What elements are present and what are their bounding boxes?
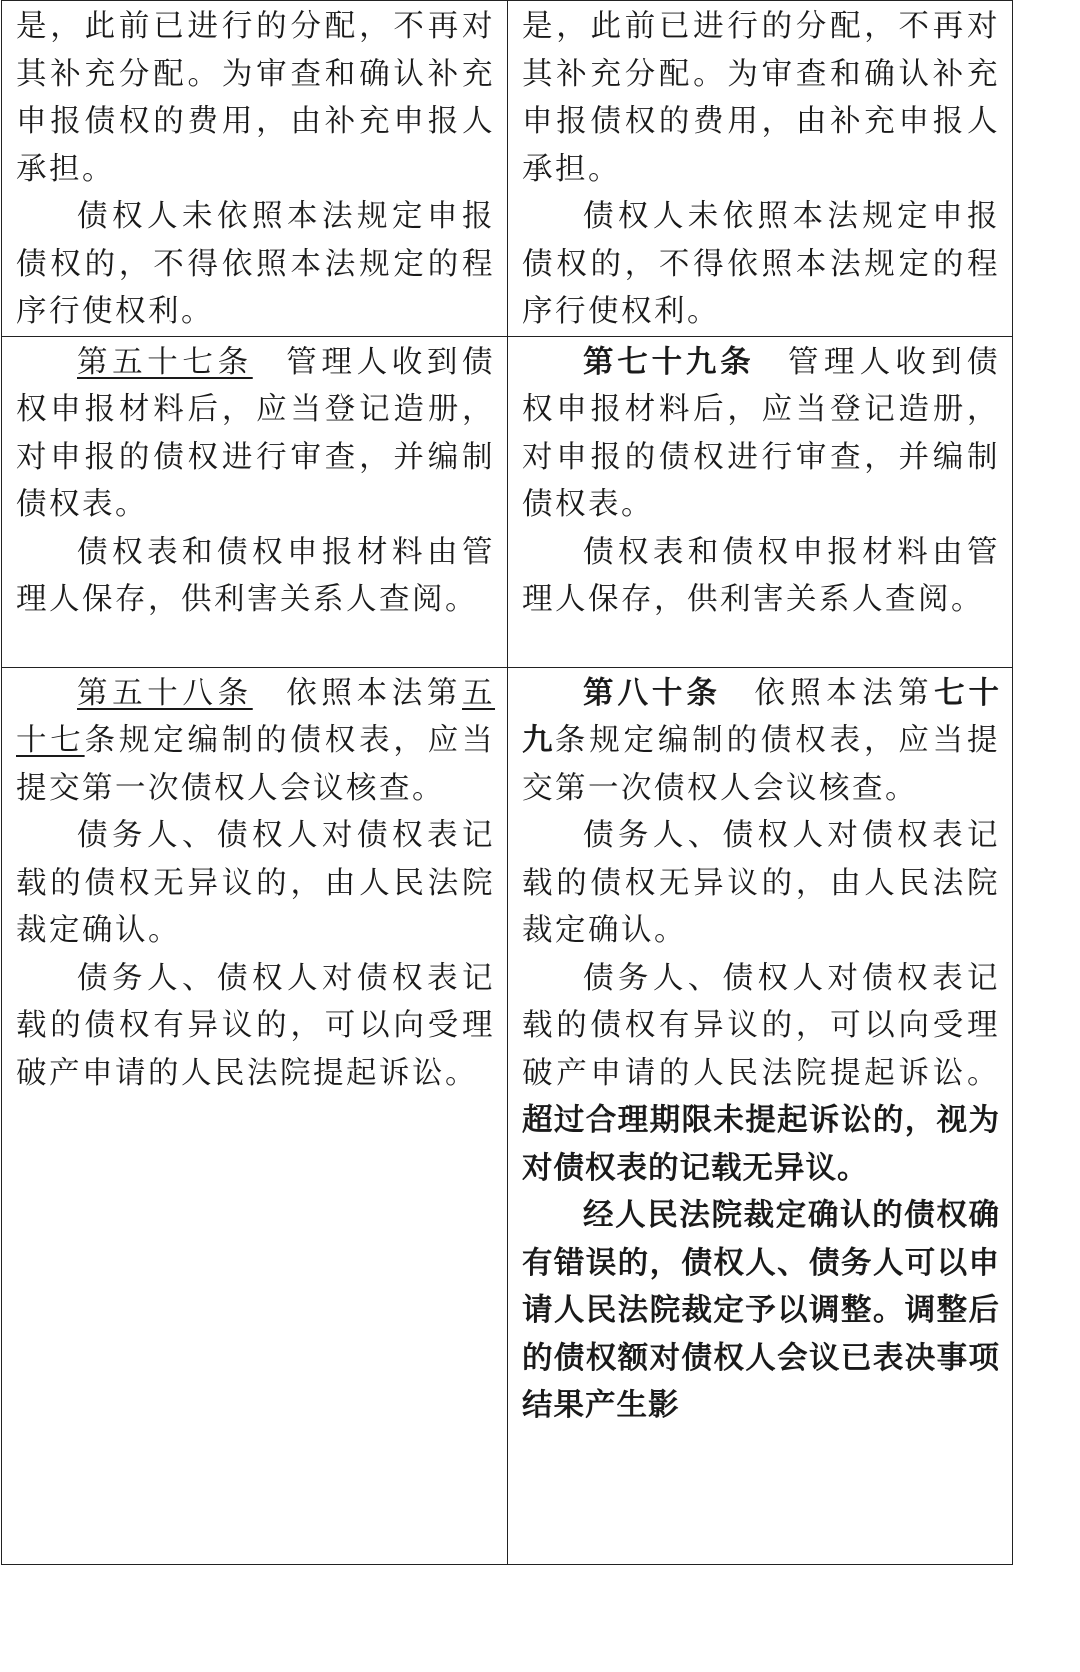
article-number: 第七十九条 [583,344,755,380]
paragraph: 债权表和债权申报材料由管理人保存，供利害关系人查阅。 [522,534,1000,617]
article-number: 第八十条 [583,675,721,711]
old-text-cell [2,336,508,667]
paragraph [16,670,495,813]
new-text-cell [508,1,1013,337]
article-body: 管理人收到债权申报材料后，应当登记造册，对申报的债权进行审查，并编制债权表。 [522,344,1001,522]
article-body: 管理人收到债权申报材料后，应当登记造册，对申报的债权进行审查，并编制债权表。 [16,344,496,522]
article-reference: 七十九 [522,675,1001,758]
paragraph: 债权表和债权申报材料由管理人保存，供利害关系人查阅。 [16,534,495,617]
paragraph [16,339,495,529]
paragraph: 债务人、债权人对债权表记载的债权无异议的，由人民法院裁定确认。 [16,818,495,948]
table-row [2,667,1013,1564]
paragraph: 是，此前已进行的分配，不再对其补充分配。为审查和确认补充申报债权的费用，由补充申报人承担。 [16,9,495,187]
article-body: 债务人、债权人对债权表记载的债权有异议的，可以向受理破产申请的人民法院提起诉讼。 [522,960,1000,1091]
article-body: 依照本法第 [754,675,935,711]
paragraph: 债务人、债权人对债权表记载的债权有异议的，可以向受理破产申请的人民法院提起诉讼。 [16,960,495,1091]
article-number: 第五十七条 [77,344,253,380]
article-number: 第五十八条 [77,675,253,711]
added-text: 超过合理期限未提起诉讼的，视为对债权表的记载无异议。 [522,1103,1000,1186]
paragraph [522,955,1000,1193]
law-comparison-table [1,0,1013,1565]
old-text-cell [2,667,508,1564]
paragraph: 是，此前已进行的分配，不再对其补充分配。为审查和确认补充申报债权的费用，由补充申报人承担。 [522,9,1000,187]
article-body: 依照本法第 [286,675,463,711]
article-body: 条规定编制的债权表，应当提交第一次债权人会议核查。 [16,723,496,806]
table-row [2,336,1013,667]
new-text-cell [508,667,1013,1564]
new-text-cell [508,336,1013,667]
paragraph [522,670,1000,813]
added-paragraph: 经人民法院裁定确认的债权确有错误的，债权人、债务人可以申请人民法院裁定予以调整。调整后的债权额对债权人会议已表决事项结果产生影 [522,1198,1000,1423]
article-reference: 五十七 [16,675,496,758]
old-text-cell [2,1,508,337]
article-body: 条规定编制的债权表，应当提交第一次债权人会议核查。 [522,723,1001,806]
paragraph [522,339,1000,529]
paragraph: 债务人、债权人对债权表记载的债权无异议的，由人民法院裁定确认。 [522,818,1000,948]
table-row [2,1,1013,337]
paragraph: 债权人未依照本法规定申报债权的，不得依照本法规定的程序行使权利。 [16,199,495,329]
paragraph: 债权人未依照本法规定申报债权的，不得依照本法规定的程序行使权利。 [522,199,1000,329]
